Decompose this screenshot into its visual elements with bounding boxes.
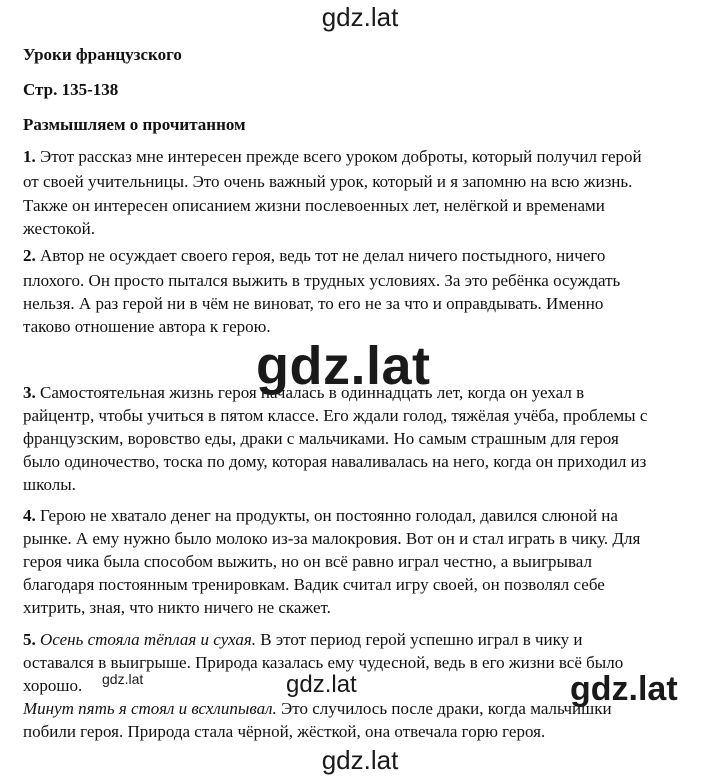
answer-line: французским, воровство еды, драки с мальчиками. Но самым страшным для героя (23, 429, 619, 448)
answer-line: побили героя. Природа стала чёрной, жёсткой, она отвечала горю героя. (23, 722, 546, 741)
page-range: Стр. 135-138 (23, 80, 119, 99)
answer-line: Также он интересен описанием жизни послевоенных лет, нелёгкой и временами (23, 196, 605, 215)
answer-number: 5. (23, 630, 36, 649)
answer-line: 3. Самостоятельная жизнь героя началась в одиннадцать лет, когда он уехал в (23, 383, 585, 402)
answer-number: 2. (23, 246, 36, 265)
watermark-top: gdz.lat (321, 2, 399, 32)
answer-line: от своей учительницы. Это очень важный урок, который и я запомню на всю жизнь. (23, 172, 633, 191)
watermark-right: gdz.lat (570, 670, 678, 708)
answer-line: плохого. Он просто пытался выжить в трудных условиях. За это ребёнка осуждать (23, 271, 621, 290)
answer-line: нельзя. А раз герой ни в чём не виноват, то его не за что и оправдывать. Именно (23, 294, 604, 313)
watermark-middle: gdz.lat (256, 336, 431, 396)
answer-line: 2. Автор не осуждает своего героя, ведь тот не делал ничего постыдного, ничего (23, 246, 606, 265)
answer-line: Минут пять я стоял и всхлипывал. Это случилось после драки, когда мальчишки (23, 699, 612, 718)
answer-line: хорошо. (23, 676, 83, 695)
answer-line: рынке. А ему нужно было молоко из-за малокровия. Вот он и стал играть в чику. Для (23, 529, 641, 548)
answer-number: 3. (23, 383, 36, 402)
answer-line: благодаря постоянным тренировкам. Вадик считал игру своей, он позволял себе (23, 575, 605, 594)
watermark-small: gdz.lat (102, 671, 144, 687)
answer-line: 1. Этот рассказ мне интересен прежде всего уроком доброты, который получил герой (23, 147, 642, 166)
answer-line: таково отношение автора к герою. (23, 317, 271, 336)
watermark-center: gdz.lat (286, 671, 357, 698)
document-title: Уроки французского (23, 45, 182, 64)
answer-line: было одиночество, тоска по дому, которая наваливалась на него, когда он приходил из (23, 452, 647, 471)
answer-line: оставался в выигрыше. Природа казалась ему чудесной, ведь в его жизни всё было (23, 653, 624, 672)
section-heading: Размышляем о прочитанном (23, 115, 246, 134)
answer-number: 4. (23, 506, 36, 525)
watermark-bottom: gdz.lat (321, 745, 399, 775)
answer-line: героя чика была способом выжить, но он всё равно играл честно, а выигрывал (23, 552, 592, 571)
answer-number: 1. (23, 147, 36, 166)
answer-line: жестокой. (23, 219, 95, 238)
answer-line: райцентр, чтобы учиться в пятом классе. Его ждали голод, тяжёлая учёба, проблемы с (23, 406, 648, 425)
answer-line: 4. Герою не хватало денег на продукты, он постоянно голодал, давился слюной на (23, 506, 618, 525)
answer-line: школы. (23, 475, 76, 494)
quote: Минут пять я стоял и всхлипывал. (23, 699, 277, 718)
answer-line: 5. Осень стояла тёплая и сухая. В этот период герой успешно играл в чику и (23, 630, 583, 649)
answer-line: хитрить, зная, что никто ничего не скажет. (23, 598, 331, 617)
quote: Осень стояла тёплая и сухая. (40, 630, 257, 649)
